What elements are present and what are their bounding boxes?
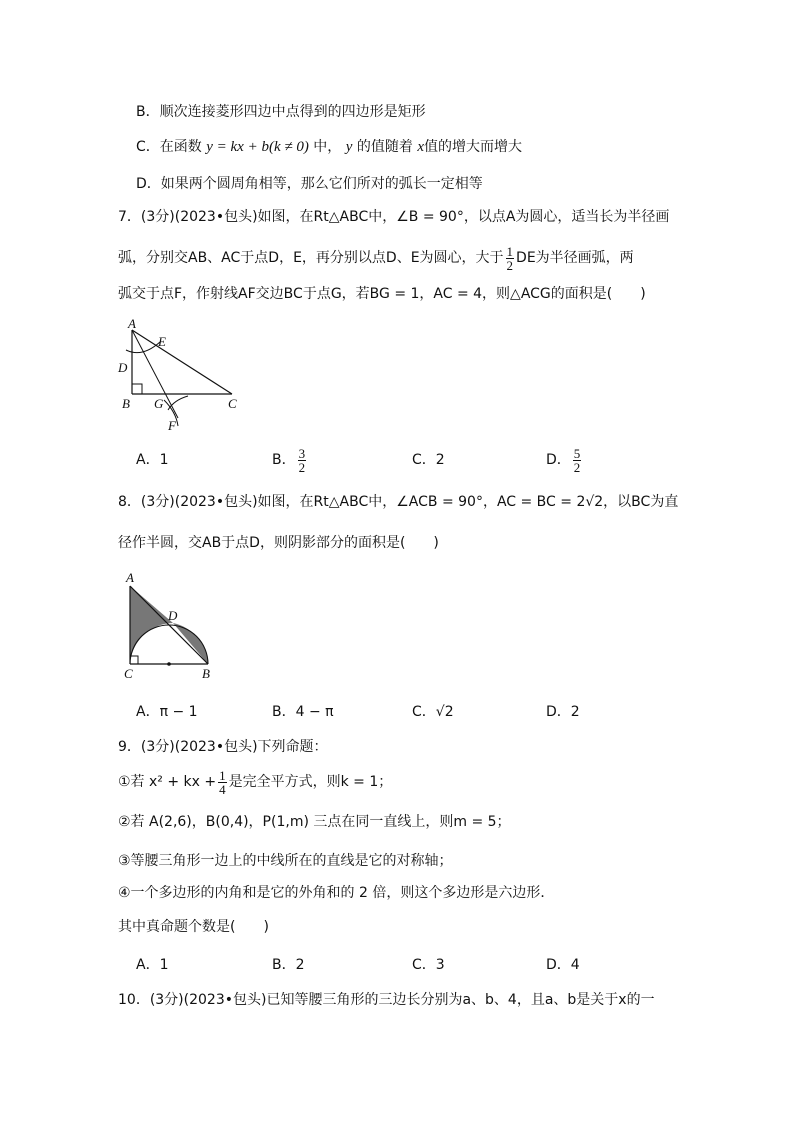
q9-option-a: A．1 [136, 957, 169, 973]
q10-stem-line1: 10．(3分)(2023•包头)已知等腰三角形的三边长分别为a、b、4，且a、b是关于x的一 [118, 992, 655, 1008]
q8-figure [118, 568, 218, 682]
q9-option-b: B．2 [272, 957, 305, 973]
q7-option-b-num: 3 [298, 445, 306, 461]
q7-option-a: A．1 [136, 452, 169, 468]
q7-half-fraction [506, 245, 515, 272]
q9-item-1-pre: ①若 x² + kx + [118, 774, 217, 790]
q9-option-c: C．3 [412, 957, 445, 973]
q9-item-1-fraction [218, 769, 227, 796]
q8-center-dot [167, 662, 171, 666]
q9-ask: 其中真命题个数是( ) [118, 919, 269, 935]
q6-option-c-formula: y = kx + b(k ≠ 0) [206, 139, 309, 155]
q9-item-4: ④一个多边形的内角和是它的外角和的 2 倍，则这个多边形是六边形． [118, 885, 555, 901]
q7-label-b: B [122, 396, 130, 411]
q7-figure [112, 316, 242, 434]
q6-option-c [136, 137, 522, 157]
q6-option-c-x: x [417, 139, 424, 155]
q7-option-b-fraction [298, 447, 307, 474]
q8-stem-line1: 8．(3分)(2023•包头)如图，在Rt△ABC中，∠ACB = 90°，AC = BC = 2√2，以BC为直 [118, 494, 679, 510]
q8-right-angle-mark [130, 656, 138, 664]
q7-option-d-den: 2 [573, 459, 581, 475]
q7-label-f: F [168, 418, 176, 433]
q7-half-num: 1 [506, 243, 514, 259]
q8-option-d: D．2 [546, 704, 580, 720]
q9-item-3: ③等腰三角形一边上的中线所在的直线是它的对称轴； [118, 853, 453, 869]
q7-label-a: A [128, 316, 136, 331]
q7-option-b [272, 442, 308, 478]
q7-label-d: D [118, 360, 128, 375]
q8-option-a: A．π − 1 [136, 704, 198, 720]
q7-half-den: 2 [506, 257, 514, 273]
q7-segment-ac [132, 330, 232, 394]
q6-option-c-pre: C．在函数 [136, 139, 202, 155]
q7-option-b-label: B． [272, 452, 296, 468]
q7-option-d-num: 5 [573, 445, 581, 461]
q6-option-c-y: y [345, 139, 353, 155]
q7-label-g: G [154, 396, 164, 411]
q7-right-angle-mark [132, 384, 142, 394]
q7-option-b-den: 2 [298, 459, 306, 475]
q9-item-2: ②若 A(2,6)，B(0,4)，P(1,m) 三点在同一直线上，则m = 5； [118, 814, 511, 830]
q8-label-d: D [168, 608, 178, 623]
q8-label-b: B [202, 666, 210, 681]
q6-option-b: B．顺次连接菱形四边中点得到的四边形是矩形 [136, 104, 426, 120]
q9-option-d: D．4 [546, 957, 580, 973]
q6-option-d: D．如果两个圆周角相等，那么它们所对的弧长一定相等 [136, 176, 483, 192]
q6-option-c-mid2: 的值随着 [356, 139, 413, 155]
q7-option-d [546, 442, 583, 478]
q7-option-c: C．2 [412, 452, 445, 468]
q8-label-c: C [124, 666, 133, 681]
q7-stem-line2-post: DE为半径画弧，两 [516, 250, 634, 266]
q9-item-1-den: 4 [219, 781, 226, 797]
q7-stem-line1: 7．(3分)(2023•包头)如图，在Rt△ABC中，∠B = 90°，以点A为圆心，适当长为半径画 [118, 209, 670, 225]
q7-label-e: E [158, 334, 166, 349]
q7-stem-line2 [118, 240, 634, 276]
q8-option-c: C．√2 [412, 704, 454, 720]
q9-item-1 [118, 764, 392, 800]
q6-option-c-post: 值的增大而增大 [424, 139, 522, 155]
q8-stem-line2: 径作半圆，交AB于点D，则阴影部分的面积是( ) [118, 535, 439, 551]
q7-stem-line3: 弧交于点F，作射线AF交边BC于点G，若BG = 1，AC = 4，则△ACG的面积是( ) [118, 286, 646, 302]
q9-item-1-post: 是完全平方式，则k = 1； [228, 774, 393, 790]
q9-stem: 9．(3分)(2023•包头)下列命题： [118, 739, 328, 755]
q6-option-c-mid: 中， [313, 139, 342, 155]
q8-option-b: B．4 − π [272, 704, 334, 720]
q8-label-a: A [126, 570, 134, 585]
q7-option-d-fraction [573, 447, 582, 474]
q7-option-d-label: D． [546, 452, 571, 468]
q7-label-c: C [228, 396, 237, 411]
q9-item-1-num: 1 [219, 767, 226, 783]
q7-stem-line2-pre: 弧，分别交AB、AC于点D，E，再分别以点D、E为圆心，大于 [118, 250, 504, 266]
